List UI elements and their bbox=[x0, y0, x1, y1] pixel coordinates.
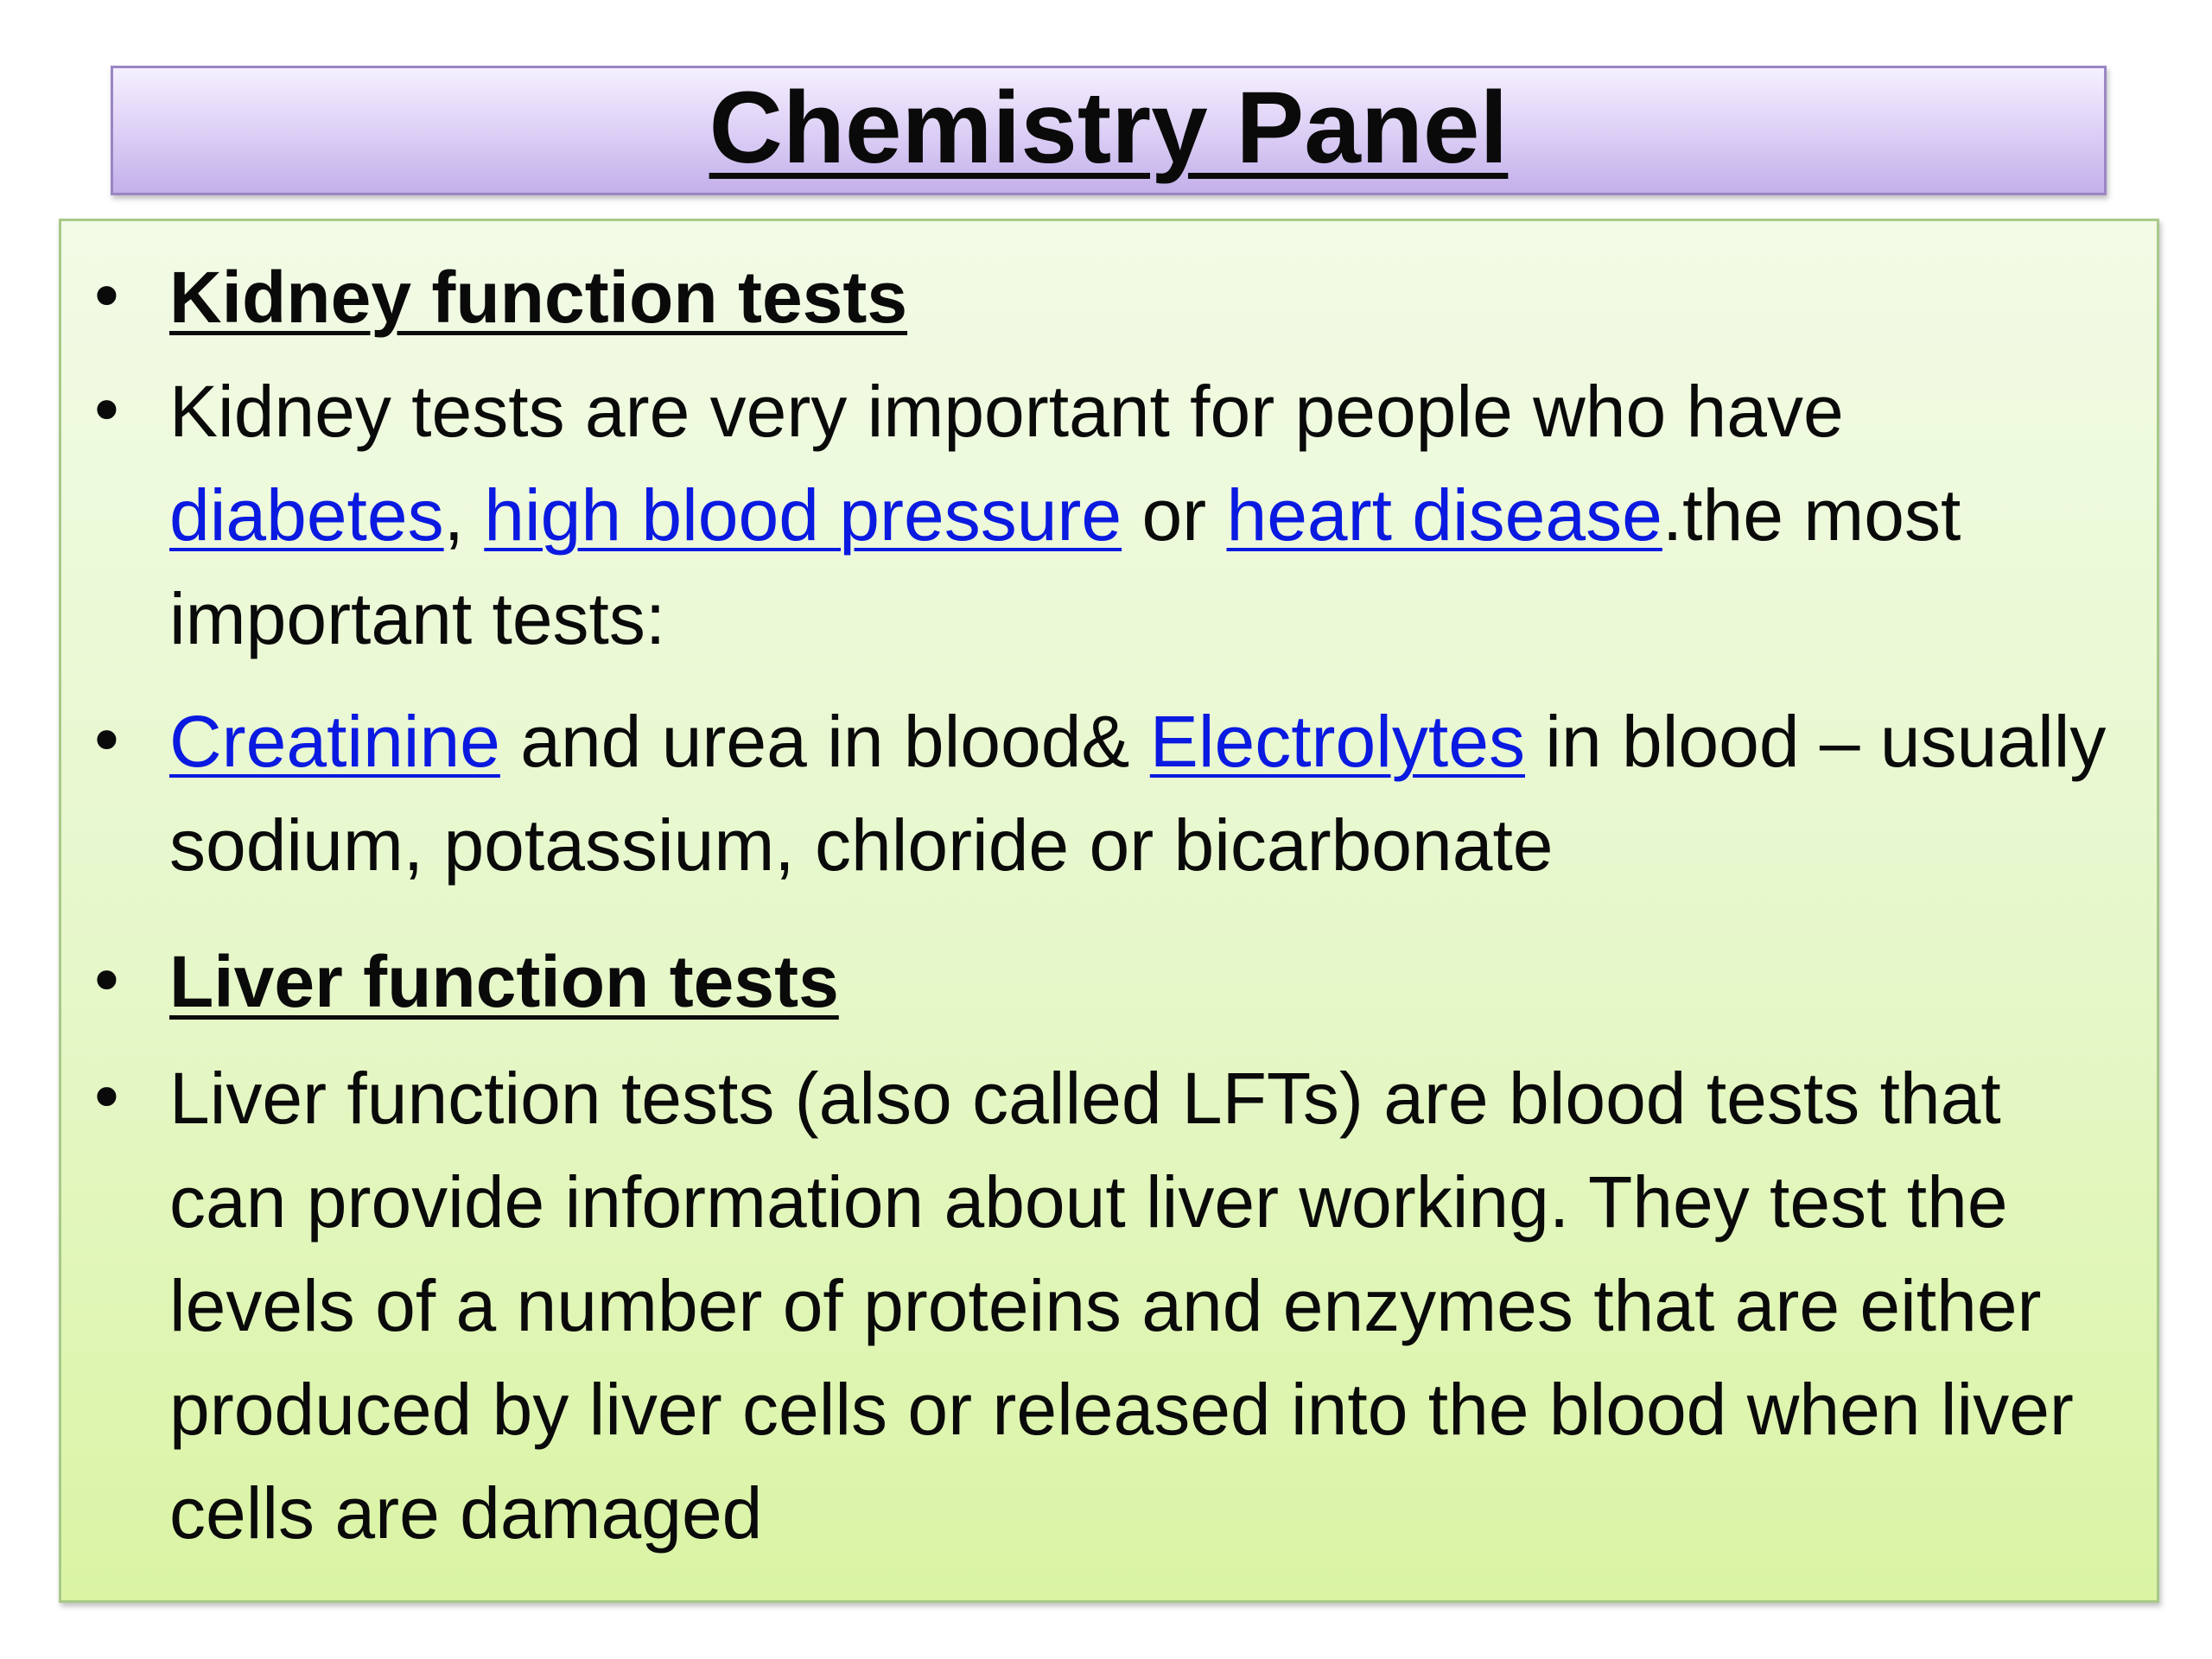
title-banner bbox=[111, 66, 2107, 195]
electrolytes-tail-text: in blood – usually sodium, potassium, chloride or bicarbonate bbox=[169, 701, 2107, 886]
bullet-icon: • bbox=[87, 258, 126, 335]
content-panel bbox=[59, 219, 2159, 1603]
bullet-icon: • bbox=[87, 702, 126, 779]
creatinine-mid-text: and urea in blood& bbox=[499, 701, 1150, 782]
kidney-intro-text: Kidney tests are very important for people who have bbox=[169, 371, 1844, 452]
separator-text: , bbox=[443, 474, 485, 556]
page-title: Chemistry Panel bbox=[709, 71, 1509, 185]
creatinine-link[interactable]: Creatinine bbox=[169, 701, 500, 782]
electrolytes-link[interactable]: Electrolytes bbox=[1149, 701, 1525, 782]
bullet-icon: • bbox=[87, 1059, 126, 1136]
high-blood-pressure-link[interactable]: high blood pressure bbox=[484, 474, 1122, 556]
bullet-icon: • bbox=[87, 372, 126, 449]
creatinine-text bbox=[169, 690, 2122, 897]
bullet-icon: • bbox=[87, 943, 126, 1020]
liver-heading: Liver function tests bbox=[169, 941, 839, 1022]
kidney-tests-text bbox=[169, 359, 2122, 671]
liver-tests-text: Liver function tests (also called LFTs) are blood tests that can provide information about liver working. They test the levels of a number of proteins and enzymes that are either produced by liver cells or released into the blood when liver cells are damaged bbox=[169, 1058, 2074, 1554]
heart-disease-link[interactable]: heart disease bbox=[1226, 474, 1662, 556]
kidney-tail-text: .the most important tests: bbox=[169, 474, 1961, 659]
kidney-heading: Kidney function tests bbox=[169, 257, 908, 338]
diabetes-link[interactable]: diabetes bbox=[169, 474, 444, 556]
separator-text: or bbox=[1122, 474, 1227, 556]
